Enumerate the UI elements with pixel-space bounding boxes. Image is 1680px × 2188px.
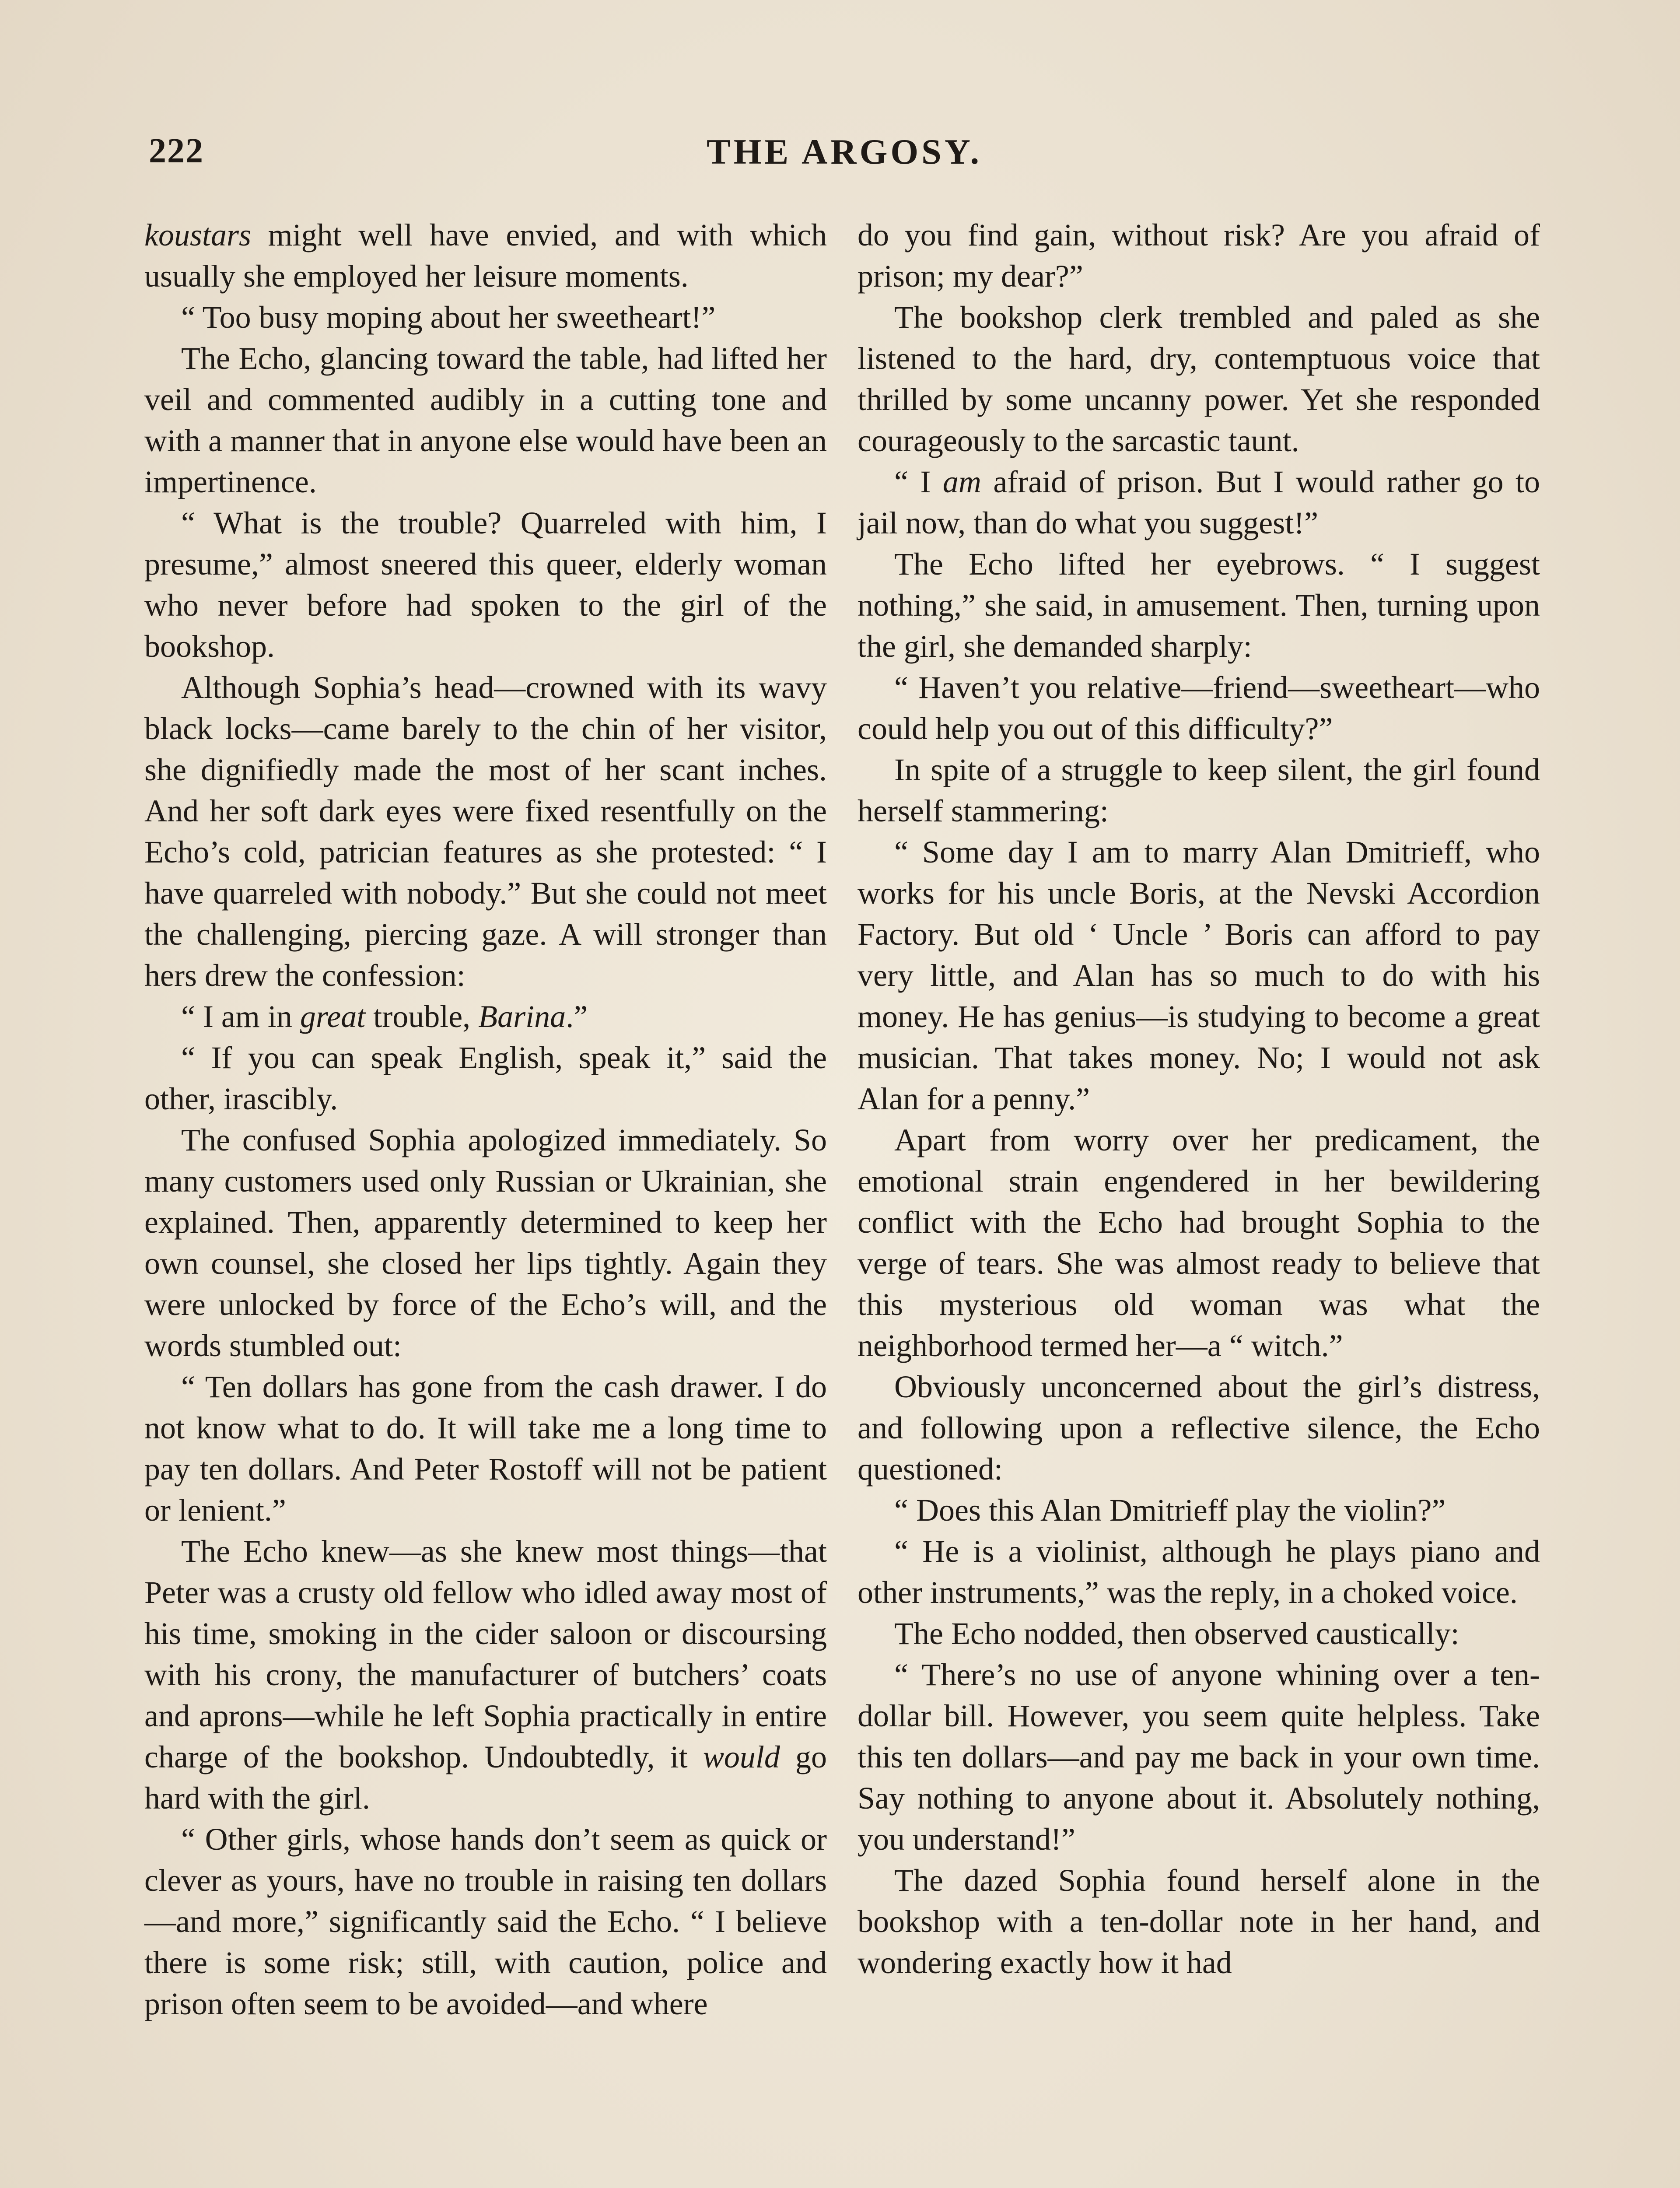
paragraph-text: afraid of prison. But I would rather go to jail now, than do what you suggest!” [858, 464, 1540, 540]
paragraph: In spite of a struggle to keep silent, the girl found herself stammering: [858, 752, 1540, 828]
italic-text: koustars [144, 217, 252, 252]
paragraph: “ Too busy moping about her sweetheart!” [181, 300, 716, 335]
paragraph [144, 996, 827, 1037]
paragraph: “ If you can speak English, speak it,” said the other, irascibly. [144, 1040, 827, 1116]
paragraph: “ Ten dollars has gone from the cash drawer. I do not know what to do. It will take me a long time to pay ten dollars. And Peter Rostoff will not be patient or lenient.” [144, 1369, 827, 1528]
paragraph [144, 1531, 827, 1819]
paragraph-text: “ I [894, 464, 943, 499]
paragraph: “ Does this Alan Dmitrieff play the violin?” [894, 1493, 1446, 1528]
paragraph-text: go hard with the girl. [144, 1739, 827, 1816]
paragraph: The bookshop clerk trembled and paled as she listened to the hard, dry, contemptuous voice that thrilled by some uncanny power. Yet she responded courageously to the sarcastic taunt. [858, 300, 1540, 458]
paragraph: do you find gain, without risk? Are you afraid of prison; my dear?” [858, 217, 1540, 294]
paragraph: The Echo, glancing toward the table, had lifted her veil and commented audibly in a cutting tone and with a manner that in anyone else would have been an impertinence. [144, 341, 827, 499]
paragraph: Although Sophia’s head—crowned with its wavy black locks—came barely to the chin of her visitor, she dignifiedly made the most of her scant inches. And her soft dark eyes were fixed resentfully on the Echo’s cold, patrician features as she protested: “ I have quarreled with nobody.” But she could not meet the challenging, piercing gaze. A will stronger than hers drew the confession: [144, 670, 827, 993]
right-column [858, 214, 1540, 1983]
left-column [144, 214, 827, 2024]
paragraph: Apart from worry over her predicament, the emotional strain engendered in her bewildering conflict with the Echo had brought Sophia to the verge of tears. She was almost ready to believe that this mysterious old woman was what the neighborhood termed her—a “ witch.” [858, 1122, 1540, 1363]
italic-text: Barina [478, 999, 566, 1034]
paragraph: “ What is the trouble? Quarreled with him, I presume,” almost sneered this queer, elderly woman who never before had spoken to the girl of the bookshop. [144, 505, 827, 664]
paragraph: The Echo lifted her eyebrows. “ I suggest nothing,” she said, in amusement. Then, turning upon the girl, she demanded sharply: [858, 547, 1540, 664]
paragraph: “ Haven’t you relative—friend—sweetheart—who could help you out of this difficulty?” [858, 670, 1540, 746]
paragraph [858, 461, 1540, 543]
paragraph: The confused Sophia apologized immediately. So many customers used only Russian or Ukrainian, she explained. Then, apparently determined to keep her own counsel, she closed her lips tightly. Again they were unlocked by force of the Echo’s will, and the words stumbled out: [144, 1122, 827, 1363]
paragraph: The dazed Sophia found herself alone in the bookshop with a ten-dollar note in her hand, and wondering exactly how it had [858, 1863, 1540, 1980]
paragraph-text: The Echo knew—as she knew most things—that Peter was a crusty old fellow who idled away most of his time, smoking in the cider saloon or discoursing with his crony, the manufacturer of butchers’ coats and aprons—while he left Sophia practically in entire charge of the bookshop. Undoubtedly, it [144, 1534, 827, 1774]
italic-text: am [942, 464, 981, 499]
paragraph: “ Some day I am to marry Alan Dmitrieff, who works for his uncle Boris, at the Nevski Accordion Factory. But old ‘ Uncle ’ Boris can afford to pay very little, and Alan has so much to do with his money. He has genius—is studying to become a great musician. That takes money. No; I would not ask Alan for a penny.” [858, 835, 1540, 1116]
paragraph-text: “ I am in [181, 999, 300, 1034]
paragraph: The Echo nodded, then observed caustically: [894, 1616, 1460, 1651]
italic-text: would [703, 1739, 780, 1774]
italic-text: great [300, 999, 366, 1034]
paragraph [144, 214, 827, 297]
paragraph-text: trouble, [365, 999, 479, 1034]
paragraph-text: .” [566, 999, 588, 1034]
page-header [144, 131, 1544, 188]
paragraph: Obviously unconcerned about the girl’s distress, and following upon a reflective silence, the Echo questioned: [858, 1369, 1540, 1487]
paragraph-text: might well have envied, and with which usually she employed her leisure moments. [144, 217, 827, 294]
page-number: 222 [149, 132, 204, 170]
paragraph: “ There’s no use of anyone whining over a ten-dollar bill. However, you seem quite helpless. Take this ten dollars—and pay me back in your own time. Say nothing to anyone about it. Absolutely nothing, you understand!” [858, 1657, 1540, 1857]
running-head: THE ARGOSY. [707, 132, 982, 172]
paragraph: “ He is a violinist, although he plays piano and other instruments,” was the reply, in a choked voice. [858, 1534, 1540, 1610]
paragraph: “ Other girls, whose hands don’t seem as quick or clever as yours, have no trouble in raising ten dollars—and more,” significantly said the Echo. “ I believe there is some risk; still, with caution, police and prison often seem to be avoided—and where [144, 1822, 827, 2021]
